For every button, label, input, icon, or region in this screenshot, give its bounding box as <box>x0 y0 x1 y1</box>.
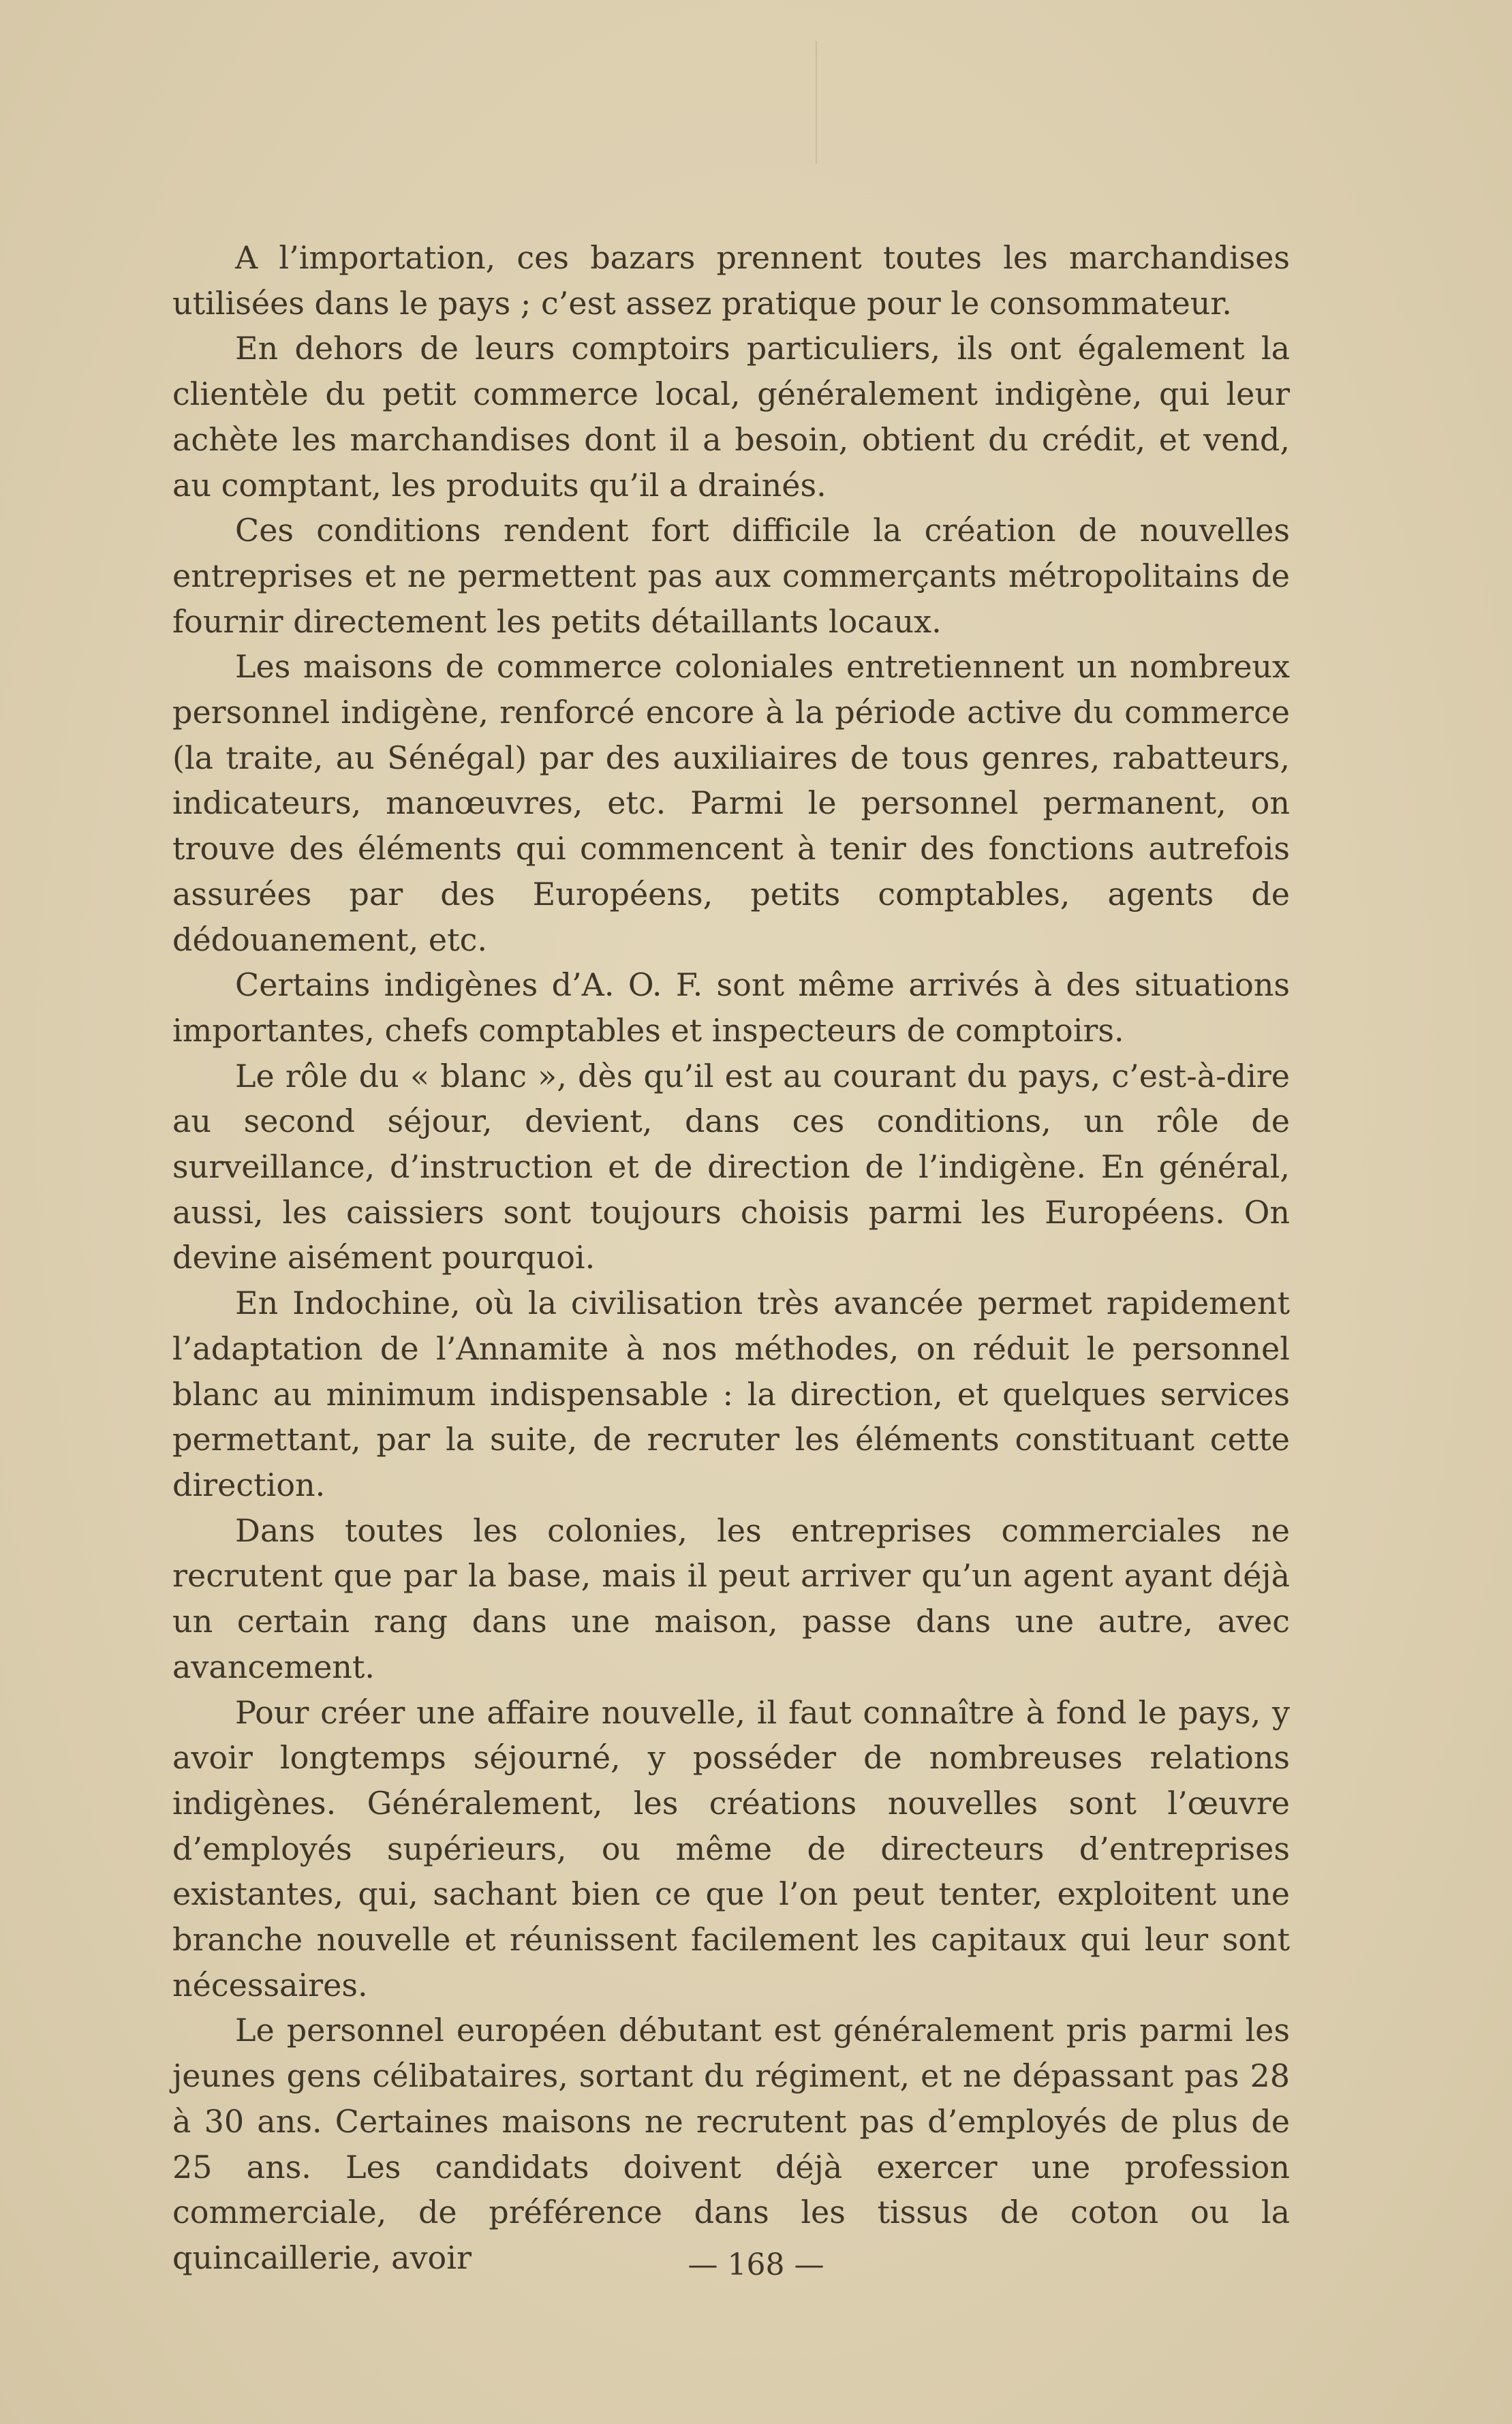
paragraph-indigenes-aof: Certains indigènes d’A. O. F. sont même arrivés à des situations importantes, chefs comptables et inspecteurs de comptoirs. <box>172 966 1290 1049</box>
paragraph-conditions: Ces conditions rendent fort difficile la création de nouvelles entreprises et ne permettent pas aux commerçants métropolitains de fournir directement les petits détaillants locaux. <box>172 512 1290 640</box>
paragraph-maisons-coloniales: Les maisons de commerce coloniales entretiennent un nombreux personnel indigène, renforcé encore à la période active du commerce (la traite, au Sénégal) par des auxiliaires de tous genres, rabatteurs, indicateurs, manœuvres, etc. Parmi le personnel permanent, on trouve des éléments qui commencent à tenir des fonctions autrefois assurées par des Européens, petits comptables, agents de dédouanement, etc. <box>172 648 1290 958</box>
paragraph-colonies: Dans toutes les colonies, les entreprises commerciales ne recrutent que par la base, mais il peut arriver qu’un agent ayant déjà un certain rang dans une maison, passe dans une autre, avec avancement. <box>172 1512 1290 1685</box>
paragraph-personnel-europeen: Le personnel européen débutant est généralement pris parmi les jeunes gens célibataires, sortant du régiment, et ne dépassant pas 28 à 30 ans. Certaines maisons ne recrutent pas d’employés de plus de 25 ans. Les candidats doivent déjà exercer une profession commerciale, de préférence dans les tissus de coton ou la quincaillerie, avoir <box>172 2012 1290 2276</box>
paragraph-indochine: En Indochine, où la civilisation très avancée permet rapidement l’adaptation de l’Annamite à nos méthodes, on réduit le personnel blanc au minimum indispensable : la direction, et quelques services permettant, par la suite, de recruter les éléments constituant cette direction. <box>172 1285 1290 1503</box>
paper-crease <box>816 41 817 164</box>
paragraph-role-du-blanc: Le rôle du « blanc », dès qu’il est au courant du pays, c’est-à-dire au second séjour, devient, dans ces conditions, un rôle de surveillance, d’instruction et de direction de l’indigène. En général, aussi, les caissiers sont toujours choisis parmi les Européens. On devine aisément pourquoi. <box>172 1057 1290 1276</box>
paragraph-comptoirs: En dehors de leurs comptoirs particuliers, ils ont également la clientèle du petit commerce local, généralement indigène, qui leur achète les marchandises dont il a besoin, obtient du crédit, et vend, au comptant, les produits qu’il a drainés. <box>172 330 1290 504</box>
body-text <box>172 235 1290 2281</box>
page-number: — 168 — <box>688 2247 824 2282</box>
paragraph-affaire-nouvelle: Pour créer une affaire nouvelle, il faut connaître à fond le pays, y avoir longtemps séjourné, y posséder de nombreuses relations indigènes. Généralement, les créations nouvelles sont l’œuvre d’employés supérieurs, ou même de directeurs d’entreprises existantes, qui, sachant bien ce que l’on peut tenter, exploitent une branche nouvelle et réunissent facilement les capitaux qui leur sont nécessaires. <box>172 1693 1290 2004</box>
paragraph-importation: A l’importation, ces bazars prennent toutes les marchandises utilisées dans le pays ; c’est assez pratique pour le consommateur. <box>172 239 1290 322</box>
